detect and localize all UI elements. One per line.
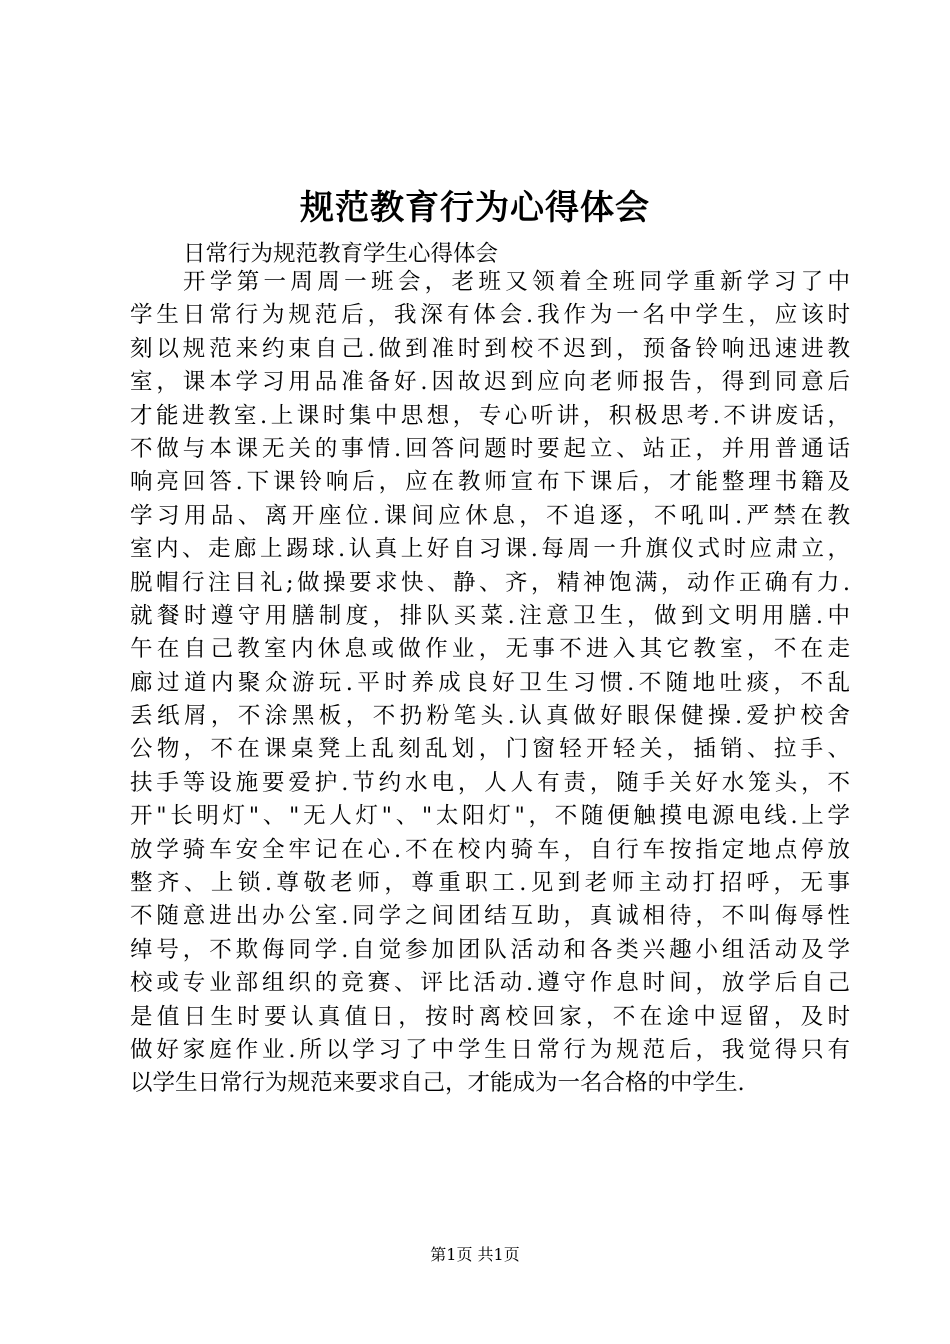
body-line: 做好家庭作业.所以学习了中学生日常行为规范后，我觉得只有 [130,1036,850,1063]
body-line: 午在自己教室内休息或做作业，无事不进入其它教室，不在走 [130,636,850,663]
body-line: 公物，不在课桌凳上乱刻乱划，门窗轻开轻关，插销、拉手、 [130,736,850,763]
body-line: 响亮回答.下课铃响后，应在教师宣布下课后，才能整理书籍及 [130,469,850,496]
body-line: 廊过道内聚众游玩.平时养成良好卫生习惯.不随地吐痰，不乱 [130,669,850,696]
document-title: 规范教育行为心得体会 [300,188,650,228]
body-line: 丢纸屑，不涂黑板，不扔粉笔头.认真做好眼保健操.爱护校舍 [130,703,850,730]
body-line: 刻以规范来约束自己.做到准时到校不迟到，预备铃响迅速进教 [130,335,850,362]
body-line: 开学第一周周一班会，老班又领着全班同学重新学习了中 [183,269,850,295]
body-line: 绰号，不欺侮同学.自觉参加团队活动和各类兴趣小组活动及学 [130,936,850,963]
document-body [130,266,850,1101]
body-line: 开"长明灯"、"无人灯"、"太阳灯"，不随便触摸电源电线.上学 [130,803,850,830]
body-line: 学生日常行为规范后，我深有体会.我作为一名中学生，应该时 [130,302,850,329]
body-line: 扶手等设施要爱护.节约水电，人人有责，随手关好水笼头，不 [130,769,850,796]
body-line: 是值日生时要认真值日，按时离校回家，不在途中逗留，及时 [130,1003,850,1030]
body-line: 才能进教室.上课时集中思想，专心听讲，积极思考.不讲废话， [130,402,850,429]
body-line: 整齐、上锁.尊敬老师，尊重职工.见到老师主动打招呼，无事 [130,870,850,897]
body-line: 不随意进出办公室.同学之间团结互助，真诚相待，不叫侮辱性 [130,903,850,930]
document-subtitle: 日常行为规范教育学生心得体会 [183,241,499,267]
body-line: 脱帽行注目礼;做操要求快、静、齐，精神饱满，动作正确有力. [130,569,850,596]
body-line: 以学生日常行为规范来要求自己，才能成为一名合格的中学生. [130,1070,745,1097]
body-line: 室，课本学习用品准备好.因故迟到应向老师报告，得到同意后 [130,369,850,396]
body-line: 就餐时遵守用膳制度，排队买菜.注意卫生，做到文明用膳.中 [130,602,850,629]
body-line: 不做与本课无关的事情.回答问题时要起立、站正，并用普通话 [130,435,850,462]
body-line: 学习用品、离开座位.课间应休息，不追逐，不吼叫.严禁在教 [130,502,850,529]
page-footer: 第1页 共1页 [430,1245,520,1264]
body-line: 放学骑车安全牢记在心.不在校内骑车，自行车按指定地点停放 [130,836,850,863]
body-line: 校或专业部组织的竞赛、评比活动.遵守作息时间，放学后自己 [130,970,850,997]
body-line: 室内、走廊上踢球.认真上好自习课.每周一升旗仪式时应肃立， [130,536,850,563]
